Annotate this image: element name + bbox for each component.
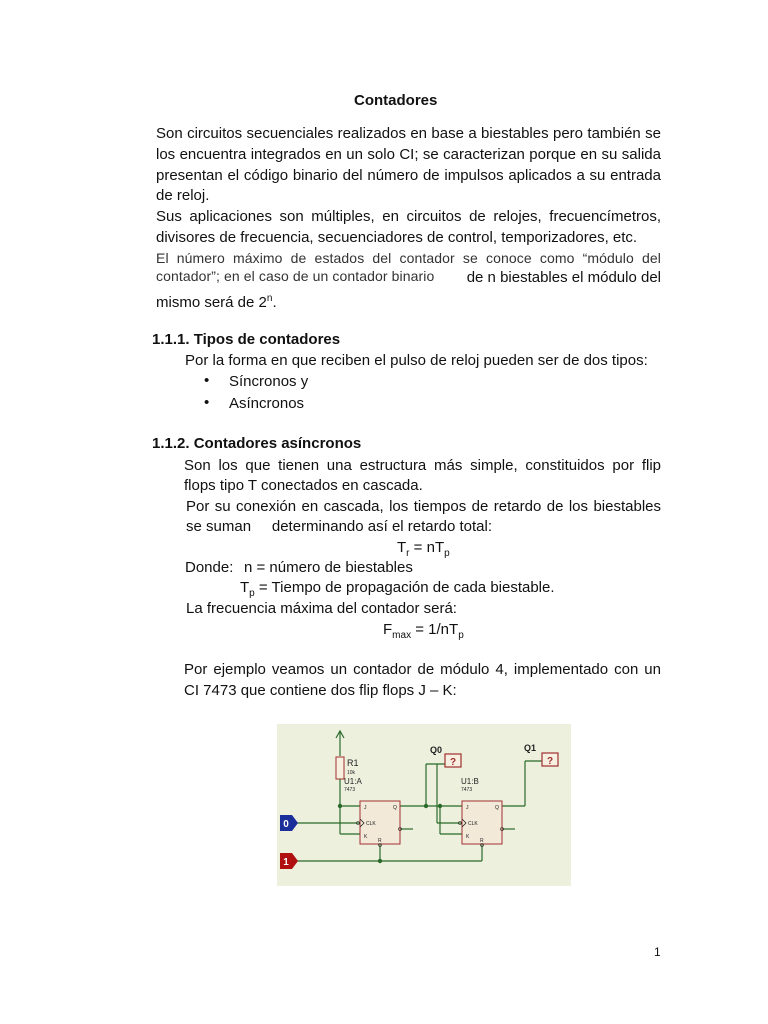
q1-probe-icon: ? [546, 756, 554, 767]
eq2-rhs: = 1/nT [411, 621, 459, 638]
equation-max-frequency [383, 620, 464, 647]
page-number: 1 [654, 945, 661, 959]
list-item-asincronos: Asíncronos [229, 395, 305, 412]
u1b-pin-r: R [480, 838, 484, 844]
section-1-intro: Por la forma en que reciben el pulso de reloj pueden ser de dos tipos: [185, 352, 648, 369]
u1a-pin-q: Q [393, 805, 397, 811]
intro-line-3: presentan el código binario del número de impulsos aplicados a su entrada [156, 167, 661, 184]
list-item-sincronos: Síncronos y [229, 373, 309, 390]
u1b-pin-k: K [466, 834, 470, 840]
intro-line-8 [156, 268, 661, 289]
u1b-part: 7473 [461, 787, 473, 793]
u1b-pin-q: Q [495, 805, 499, 811]
vcc-arrow [336, 731, 344, 756]
intro-line-2: los encuentra integrados en un solo CI; se caracterizan porque en su salida [156, 146, 661, 163]
circuit-svg [277, 724, 571, 886]
eq1-mid: = nT [409, 539, 445, 556]
u1a-pin-j: J [364, 805, 367, 811]
counter-circuit-diagram [277, 724, 571, 886]
intro-line-5: Sus aplicaciones son múltiples, en circuitos de relojes, frecuencímetros, [156, 208, 661, 225]
circuit-wires [297, 761, 542, 861]
tp-symbol: T [240, 579, 250, 596]
intro-line-8-part-b: de n biestables el módulo del [466, 269, 661, 286]
intro-line-9 [156, 289, 277, 314]
logic-input-0-label: 0 [283, 819, 289, 830]
resistor-r1 [336, 757, 344, 779]
logic-input-1-label: 1 [283, 857, 289, 868]
eq2-rhs-sub: p [458, 630, 464, 641]
q1-label: Q1 [524, 743, 537, 753]
bullet-icon: • [204, 394, 210, 411]
section-2-p1-line-1: Son los que tienen una estructura más simple, constituidos por flip [184, 457, 661, 474]
intro-line-4: de reloj. [156, 187, 210, 204]
bullet-icon: • [204, 372, 210, 389]
intro-line-1: Son circuitos secuenciales realizados en base a biestables pero también se [156, 125, 661, 142]
section-2-heading: 1.1.2. Contadores asíncronos [152, 435, 362, 452]
example-line-1: Por ejemplo veamos un contador de módulo 4, implementado con un [184, 661, 661, 678]
resistor-label: R1 [347, 758, 359, 768]
u1a-pin-k: K [364, 834, 368, 840]
intro-line-9-exponent: n [266, 293, 273, 304]
u1b-label: U1:B [461, 777, 479, 786]
donde-n-definition: n = número de biestables [244, 559, 413, 576]
section-1-heading: 1.1.1. Tipos de contadores [152, 331, 341, 348]
tp-text: = Tiempo de propagación de cada biestable. [254, 579, 555, 596]
u1b-pin-clk: CLK [468, 821, 478, 827]
eq2-lhs: F [383, 621, 393, 638]
section-2-p2-line-1: Por su conexión en cascada, los tiempos de retardo de los biestables [186, 498, 661, 515]
intro-line-7: El número máximo de estados del contador se conoce como “módulo del [156, 250, 661, 266]
section-2-p2-line-2: se suman determinando así el retardo total: [186, 518, 492, 535]
intro-line-8-part-a: contador”; en el caso de un contador binario [156, 268, 435, 284]
tp-sub: p [249, 588, 255, 599]
u1b-pin-j: J [466, 805, 469, 811]
page-title: Contadores [354, 92, 438, 109]
u1a-part: 7473 [344, 787, 356, 793]
resistor-value: 10k [347, 770, 356, 776]
u1a-pin-clk: CLK [366, 821, 376, 827]
u1a-pin-r: R [378, 838, 382, 844]
eq1-lhs-sub: r [406, 548, 410, 559]
intro-line-6: divisores de frecuencia, secuenciadores de control, temporizadores, etc. [156, 229, 638, 246]
donde-label: Donde: [185, 559, 234, 576]
intro-line-9-text: mismo será de 2 [156, 294, 267, 311]
eq2-lhs-sub: max [392, 630, 412, 641]
frequency-text: La frecuencia máxima del contador será: [186, 600, 457, 617]
section-2-p1-line-2: flops tipo T conectados en cascada. [184, 477, 423, 494]
u1a-label: U1:A [344, 777, 362, 786]
q0-probe-icon: ? [449, 757, 457, 768]
eq1-lhs: T [397, 539, 407, 556]
eq1-rhs-sub: p [444, 548, 450, 559]
q0-label: Q0 [430, 745, 443, 755]
intro-line-9-end: . [272, 294, 277, 311]
example-line-2: CI 7473 que contiene dos flip flops J – K: [184, 682, 457, 699]
